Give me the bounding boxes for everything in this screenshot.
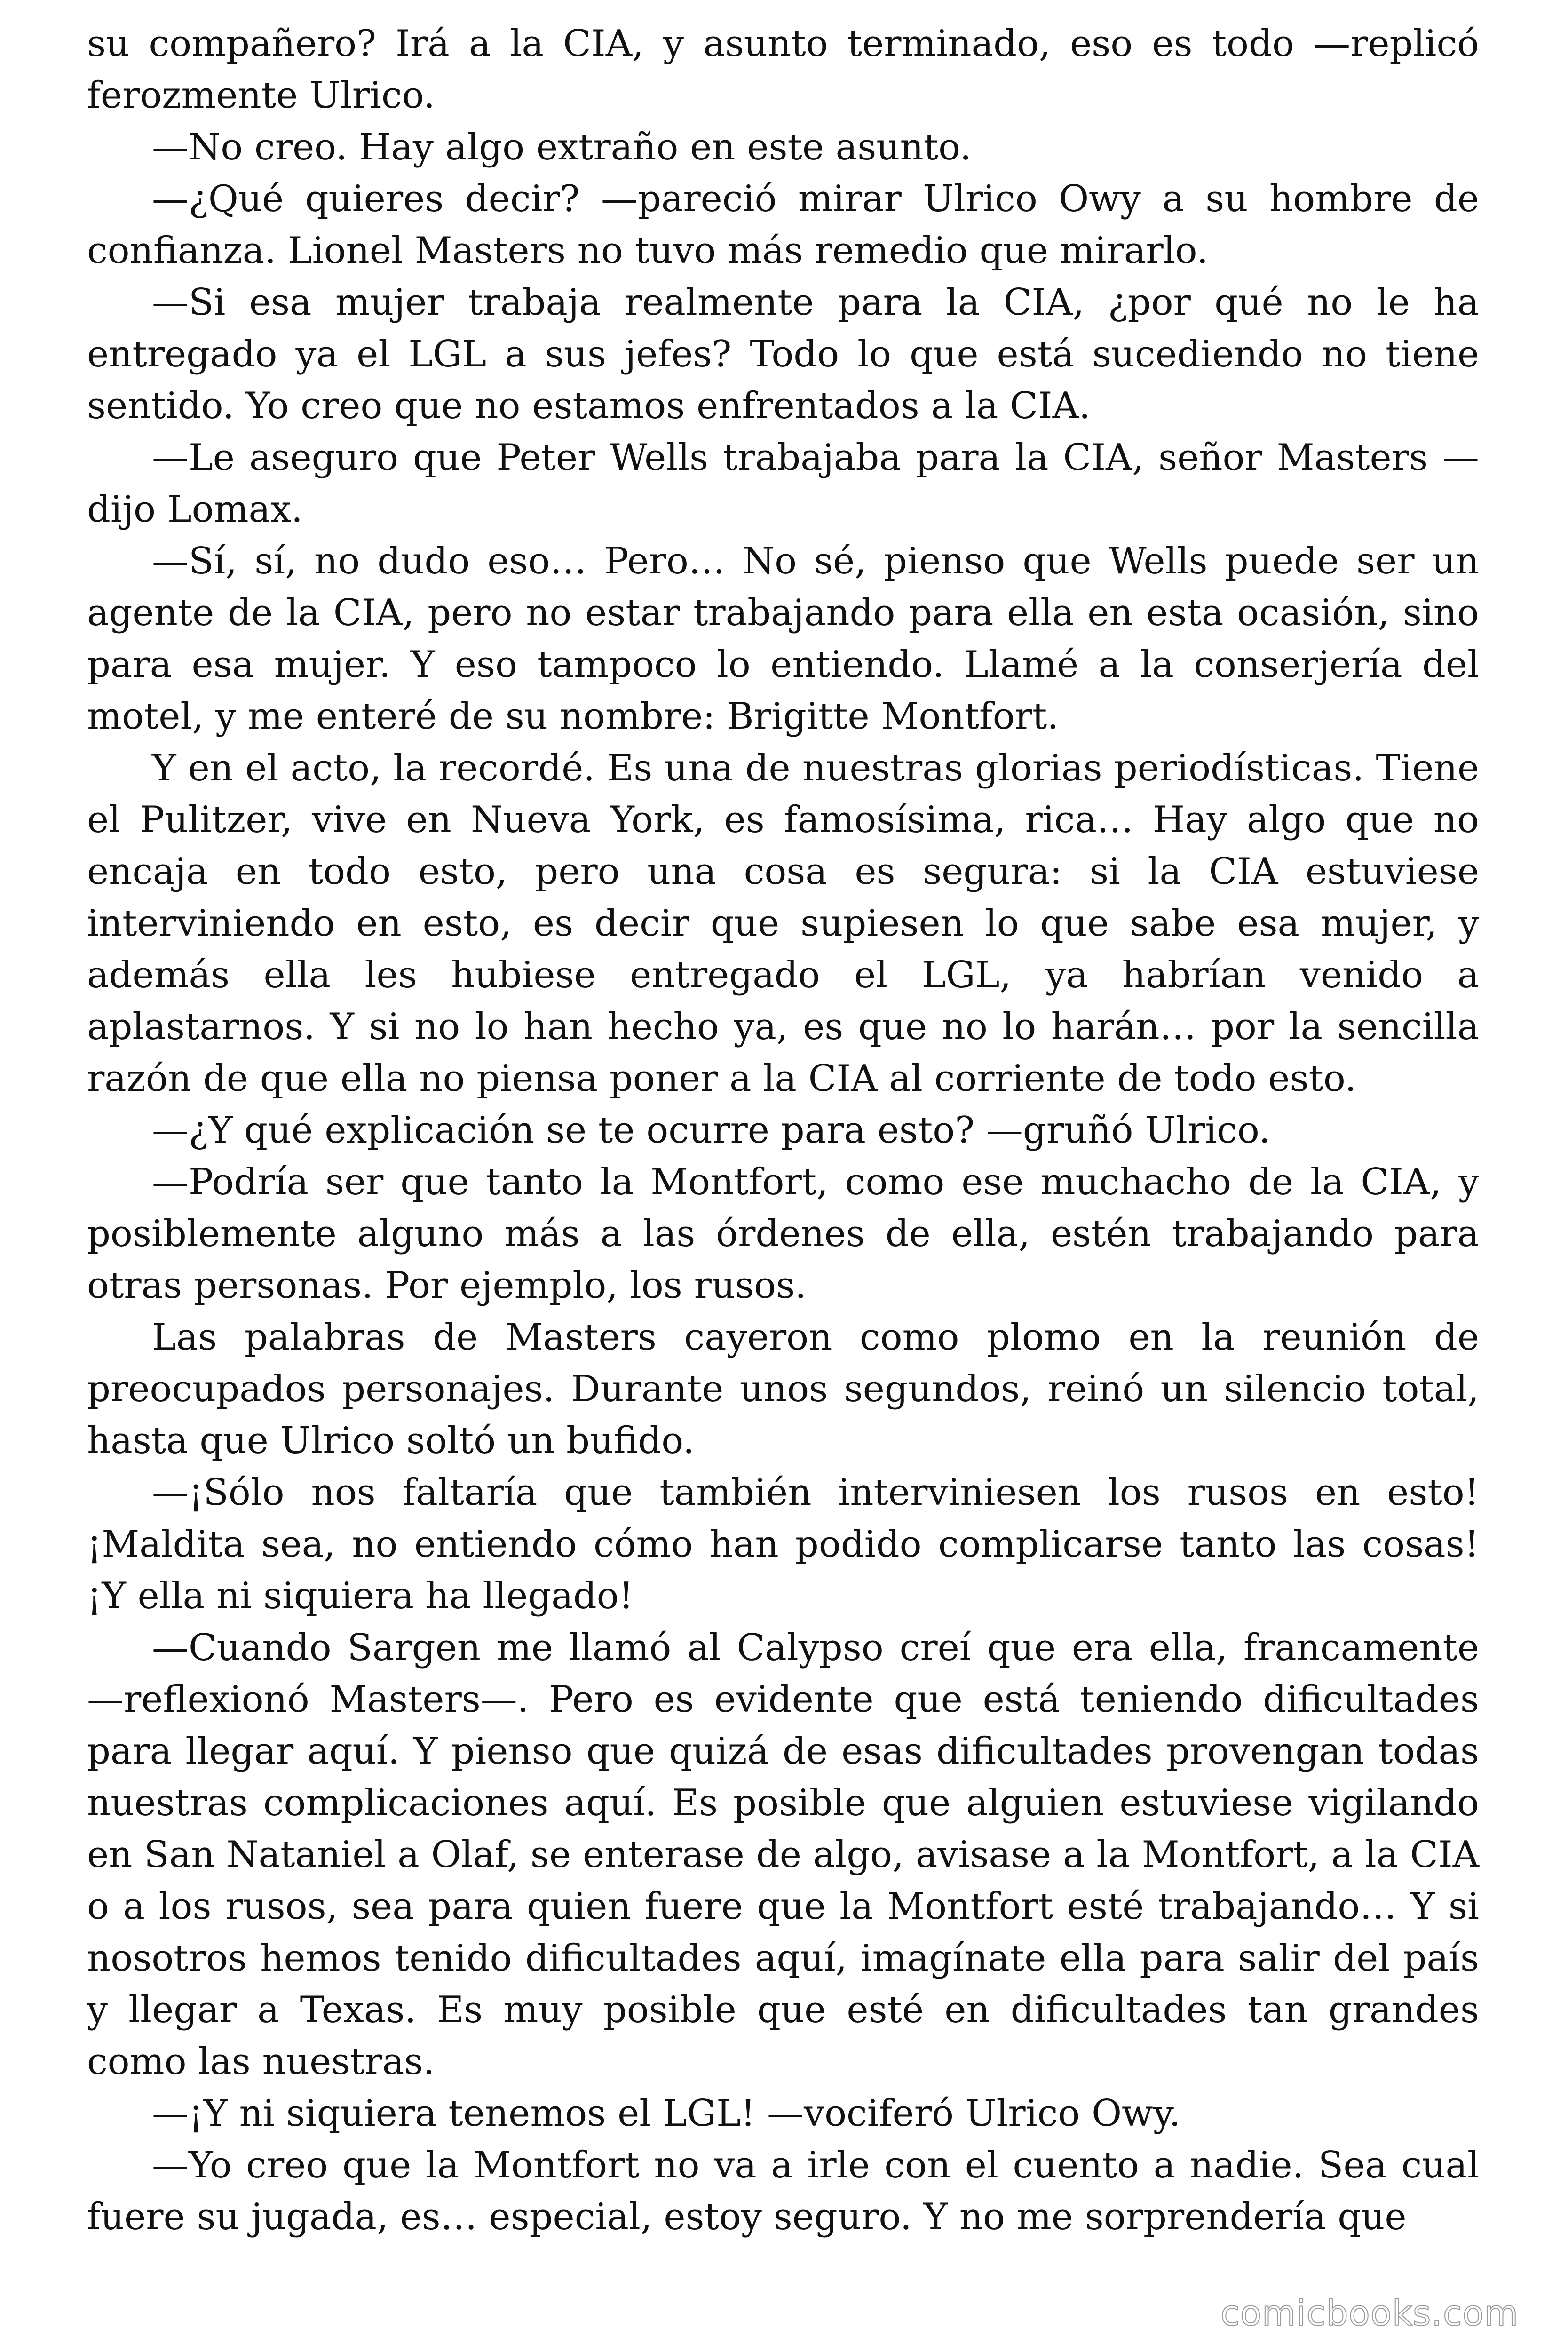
watermark-logo: comicbooks.com xyxy=(1220,2293,1519,2334)
paragraph-dialogue: —Podría ser que tanto la Montfort, como ese muchacho de la CIA, y posiblemente alguno más a las órdenes de ella, estén trabajando para otras personas. Por ejemplo, los rusos. xyxy=(87,1161,1479,1307)
paragraph-narration: Las palabras de Masters cayeron como plomo en la reunión de preocupados personajes. Durante unos segundos, reinó un silencio total, hasta que Ulrico soltó un bufido. xyxy=(87,1316,1479,1462)
paragraph-narration: Y en el acto, la recordé. Es una de nuestras glorias periodísticas. Tiene el Pulitzer, vive en Nueva York, es famosísima, rica… Hay algo que no encaja en todo esto, pero una cosa es segura: si la CIA estuviese interviniendo en esto, es decir que supiesen lo que sabe esa mujer, y además ella les hubiese entregado el LGL, ya habrían venido a aplastarnos. Y si no lo han hecho ya, es que no lo harán… por la sencilla razón de que ella no piensa poner a la CIA al corriente de todo esto. xyxy=(87,747,1479,1100)
book-page-text xyxy=(87,18,1479,2243)
paragraph-dialogue: —Si esa mujer trabaja realmente para la CIA, ¿por qué no le ha entregado ya el LGL a sus jefes? Todo lo que está sucediendo no tiene sentido. Yo creo que no estamos enfrentados a la CIA. xyxy=(87,281,1479,427)
paragraph-continuation: su compañero? Irá a la CIA, y asunto terminado, eso es todo —replicó ferozmente Ulrico. xyxy=(87,23,1479,117)
paragraph-dialogue: —¿Qué quieres decir? —pareció mirar Ulrico Owy a su hombre de confianza. Lionel Masters no tuvo más remedio que mirarlo. xyxy=(87,178,1479,272)
paragraph-dialogue: —¿Y qué explicación se te ocurre para esto? —gruñó Ulrico. xyxy=(152,1109,1271,1152)
paragraph-dialogue: —Le aseguro que Peter Wells trabajaba para la CIA, señor Masters —dijo Lomax. xyxy=(87,437,1479,531)
paragraph-dialogue: —Sí, sí, no dudo eso… Pero… No sé, pienso que Wells puede ser un agente de la CIA, pero no estar trabajando para ella en esta ocasión, sino para esa mujer. Y eso tampoco lo entiendo. Llamé a la conserjería del motel, y me enteré de su nombre: Brigitte Montfort. xyxy=(87,540,1479,738)
paragraph-dialogue: —Yo creo que la Montfort no va a irle con el cuento a nadie. Sea cual fuere su jugada, es… especial, estoy seguro. Y no me sorprendería que xyxy=(87,2144,1479,2238)
paragraph-dialogue: —¡Y ni siquiera tenemos el LGL! —vociferó Ulrico Owy. xyxy=(152,2092,1181,2135)
paragraph-dialogue: —Cuando Sargen me llamó al Calypso creí que era ella, francamente —reflexionó Masters—. Pero es evidente que está teniendo dificultades para llegar aquí. Y pienso que quizá de esas dificultades provengan todas nuestras complicaciones aquí. Es posible que alguien estuviese vigilando en San Nataniel a Olaf, se enterase de algo, avisase a la Montfort, a la CIA o a los rusos, sea para quien fuere que la Montfort esté trabajando… Y si nosotros hemos tenido dificultades aquí, imagínate ella para salir del país y llegar a Texas. Es muy posible que esté en dificultades tan grandes como las nuestras. xyxy=(87,1627,1479,2083)
paragraph-dialogue: —No creo. Hay algo extraño en este asunto. xyxy=(152,126,972,168)
paragraph-dialogue: —¡Sólo nos faltaría que también interviniesen los rusos en esto! ¡Maldita sea, no entiendo cómo han podido complicarse tanto las cosas! ¡Y ella ni siquiera ha llegado! xyxy=(87,1471,1479,1617)
